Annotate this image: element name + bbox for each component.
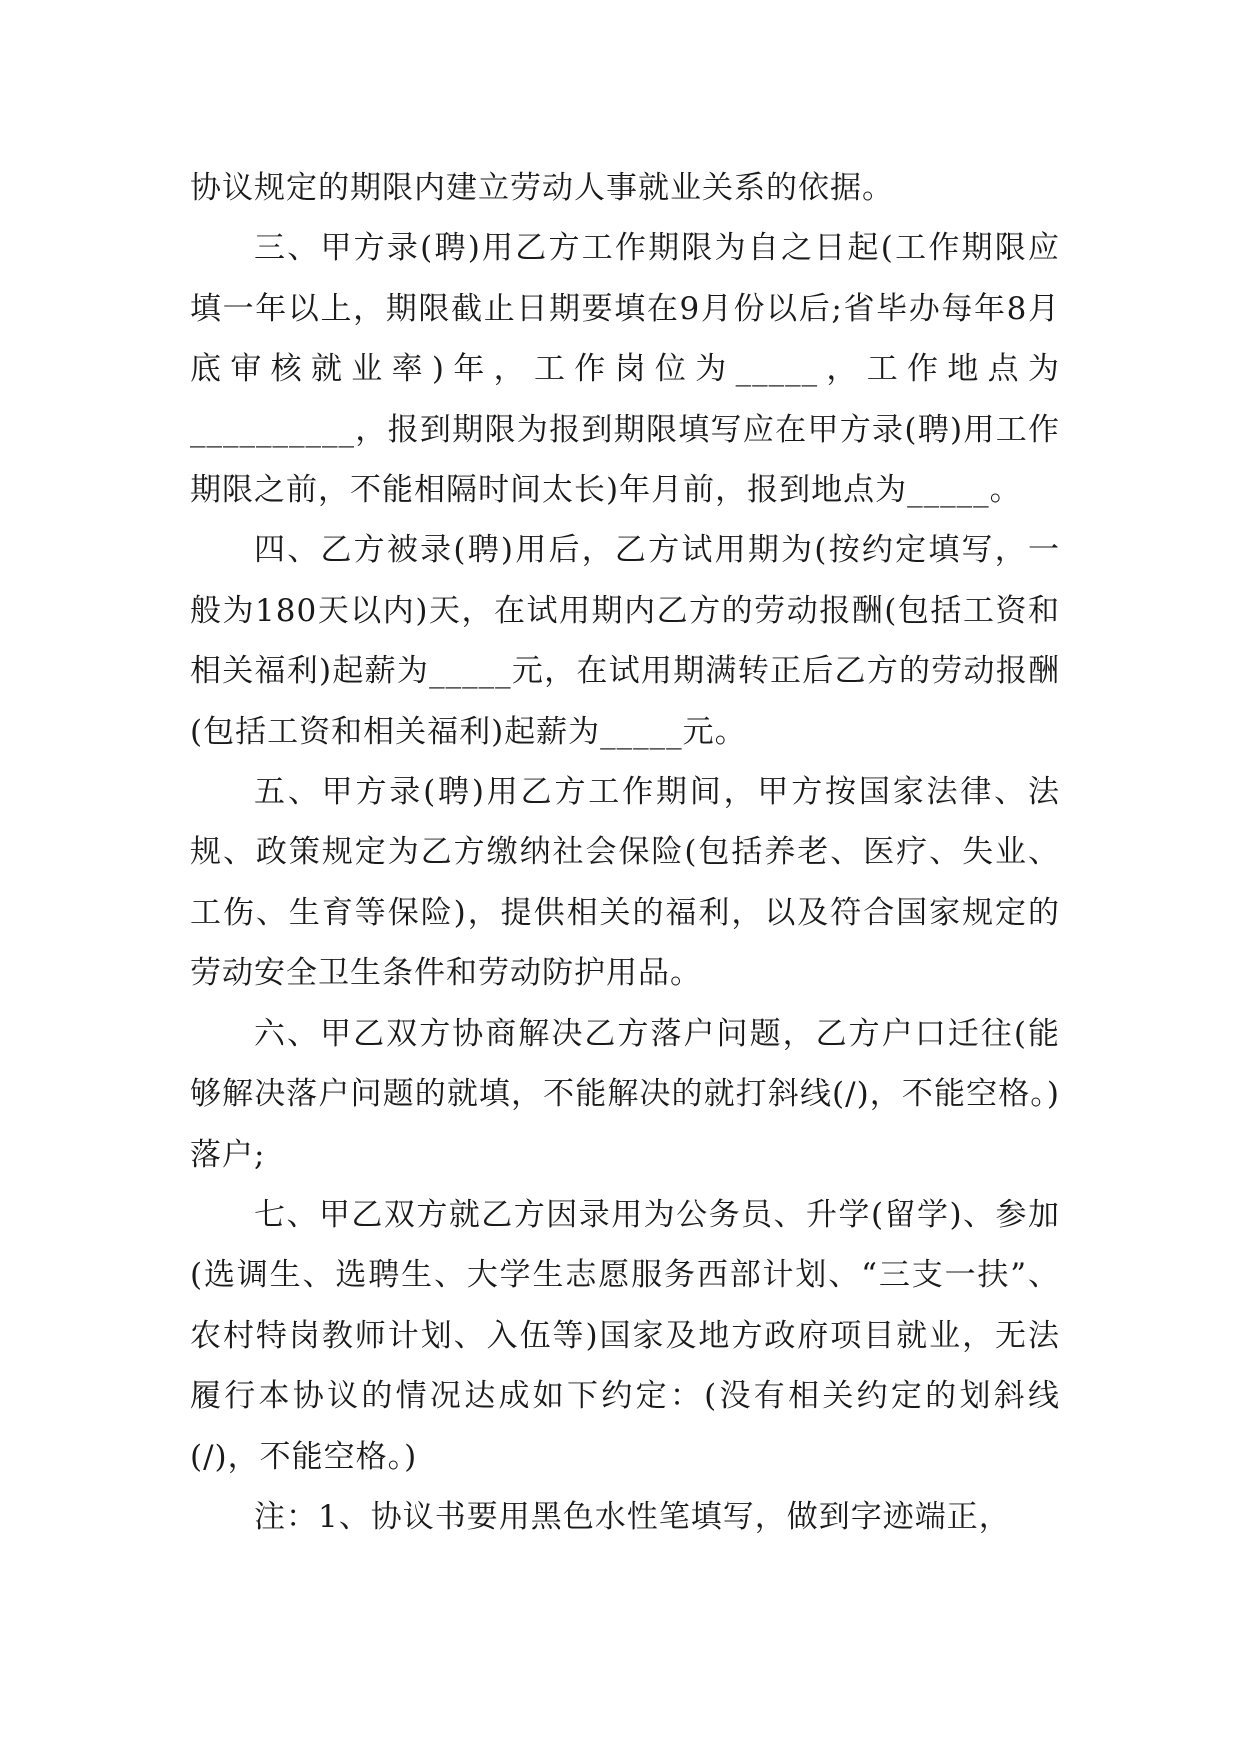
paragraph-note: 注：1、协议书要用黑色水性笔填写，做到字迹端正， [254, 1498, 1011, 1535]
paragraph-continuation: 协议规定的期限内建立劳动人事就业关系的依据。 [190, 170, 894, 206]
paragraph-clause-6: 六、甲乙双方协商解决乙方落户问题，乙方户口迁往(能够解决落户问题的就填，不能解决的就打斜线(/)，不能空格。)落户; [190, 1015, 1060, 1173]
paragraph-clause-7: 七、甲乙双方就乙方因录用为公务员、升学(留学)、参加(选调生、选聘生、大学生志愿服务西部计划、“三支一扶”、农村特岗教师计划、入伍等)国家及地方政府项目就业，无法履行本协议的情况达成如下约定：(没有相关约定的划斜线(/)，不能空格。) [190, 1196, 1060, 1475]
paragraph-clause-3: 三、甲方录(聘)用乙方工作期限为自之日起(工作期限应填一年以上，期限截止日期要填在9月份以后;省毕办每年8月底审核就业率)年，工作岗位为_____，工作地点为__________，报到期限为报到期限填写应在甲方录(聘)用工作期限之前，不能相隔时间太长)年月前，报到地点为_____。 [190, 230, 1060, 509]
paragraph-clause-4: 四、乙方被录(聘)用后，乙方试用期为(按约定填写，一般为180天以内)天，在试用期内乙方的劳动报酬(包括工资和相关福利)起薪为_____元，在试用期满转正后乙方的劳动报酬(包括工资和相关福利)起薪为_____元。 [190, 532, 1060, 750]
paragraph-clause-5: 五、甲方录(聘)用乙方工作期间，甲方按国家法律、法规、政策规定为乙方缴纳社会保险(包括养老、医疗、失业、工伤、生育等保险)，提供相关的福利，以及符合国家规定的劳动安全卫生条件和劳动防护用品。 [190, 774, 1060, 992]
document-body [190, 158, 1060, 1547]
